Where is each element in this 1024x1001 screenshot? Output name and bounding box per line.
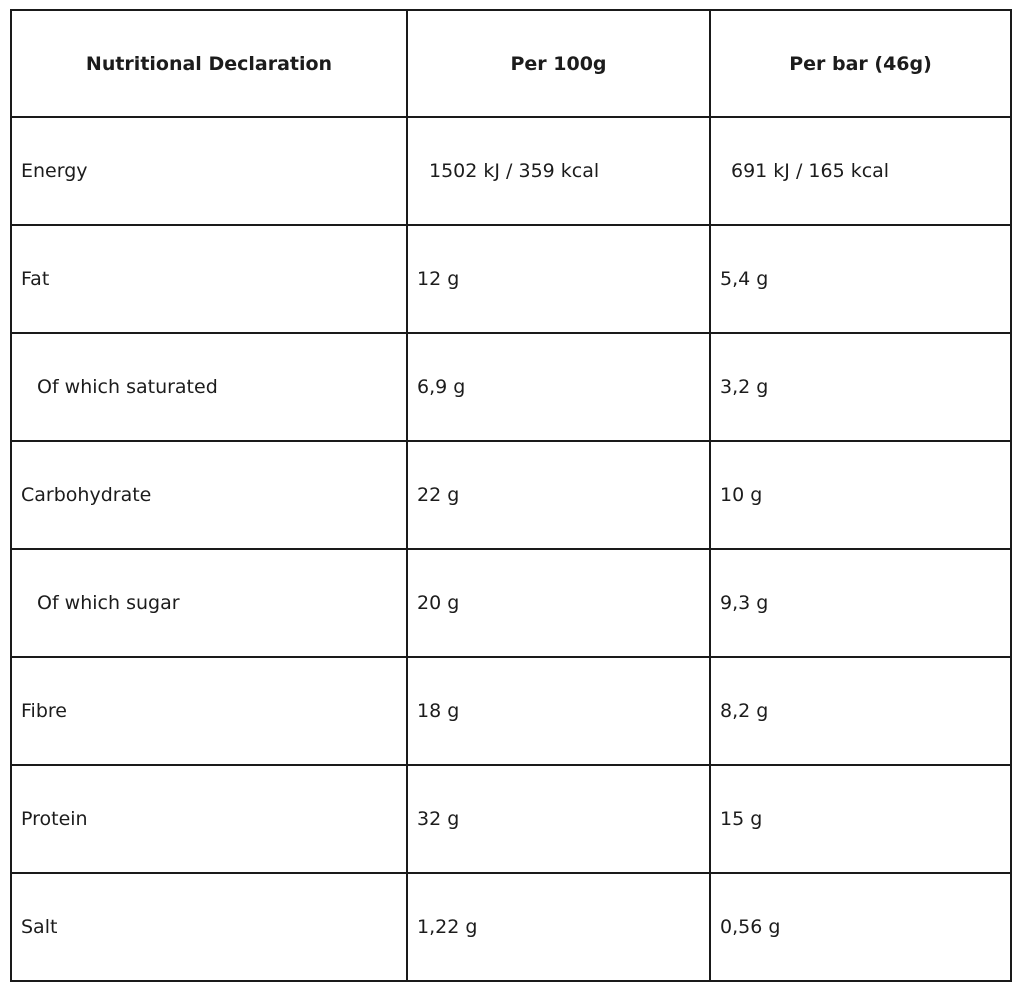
table-header-row — [11, 10, 1011, 117]
row-value-per-100g: 1502 kJ / 359 kcal — [407, 117, 710, 225]
row-value-per-bar: 8,2 g — [710, 657, 1011, 765]
table-row-sugar — [11, 549, 1011, 657]
row-label: Salt — [11, 873, 407, 981]
row-value-per-bar: 691 kJ / 165 kcal — [710, 117, 1011, 225]
table-row-fibre — [11, 657, 1011, 765]
row-label: Fibre — [11, 657, 407, 765]
table-row-energy — [11, 117, 1011, 225]
row-value-per-100g: 1,22 g — [407, 873, 710, 981]
nutrition-table — [10, 9, 1012, 982]
row-value-per-100g: 32 g — [407, 765, 710, 873]
row-value-per-bar: 5,4 g — [710, 225, 1011, 333]
header-per-bar: Per bar (46g) — [710, 10, 1011, 117]
row-label: Protein — [11, 765, 407, 873]
row-label: Of which saturated — [11, 333, 407, 441]
row-value-per-bar: 0,56 g — [710, 873, 1011, 981]
table-row-saturated — [11, 333, 1011, 441]
nutrition-table-container — [10, 9, 1012, 982]
row-value-per-bar: 15 g — [710, 765, 1011, 873]
row-value-per-100g: 22 g — [407, 441, 710, 549]
header-per-100g: Per 100g — [407, 10, 710, 117]
table-row-protein — [11, 765, 1011, 873]
header-nutritional-declaration: Nutritional Declaration — [11, 10, 407, 117]
row-label: Fat — [11, 225, 407, 333]
row-value-per-100g: 6,9 g — [407, 333, 710, 441]
row-value-per-100g: 18 g — [407, 657, 710, 765]
table-row-carbohydrate — [11, 441, 1011, 549]
row-label: Carbohydrate — [11, 441, 407, 549]
row-label: Of which sugar — [11, 549, 407, 657]
row-value-per-bar: 9,3 g — [710, 549, 1011, 657]
row-value-per-100g: 20 g — [407, 549, 710, 657]
row-value-per-100g: 12 g — [407, 225, 710, 333]
row-value-per-bar: 3,2 g — [710, 333, 1011, 441]
row-value-per-bar: 10 g — [710, 441, 1011, 549]
row-label: Energy — [11, 117, 407, 225]
table-row-fat — [11, 225, 1011, 333]
table-row-salt — [11, 873, 1011, 981]
